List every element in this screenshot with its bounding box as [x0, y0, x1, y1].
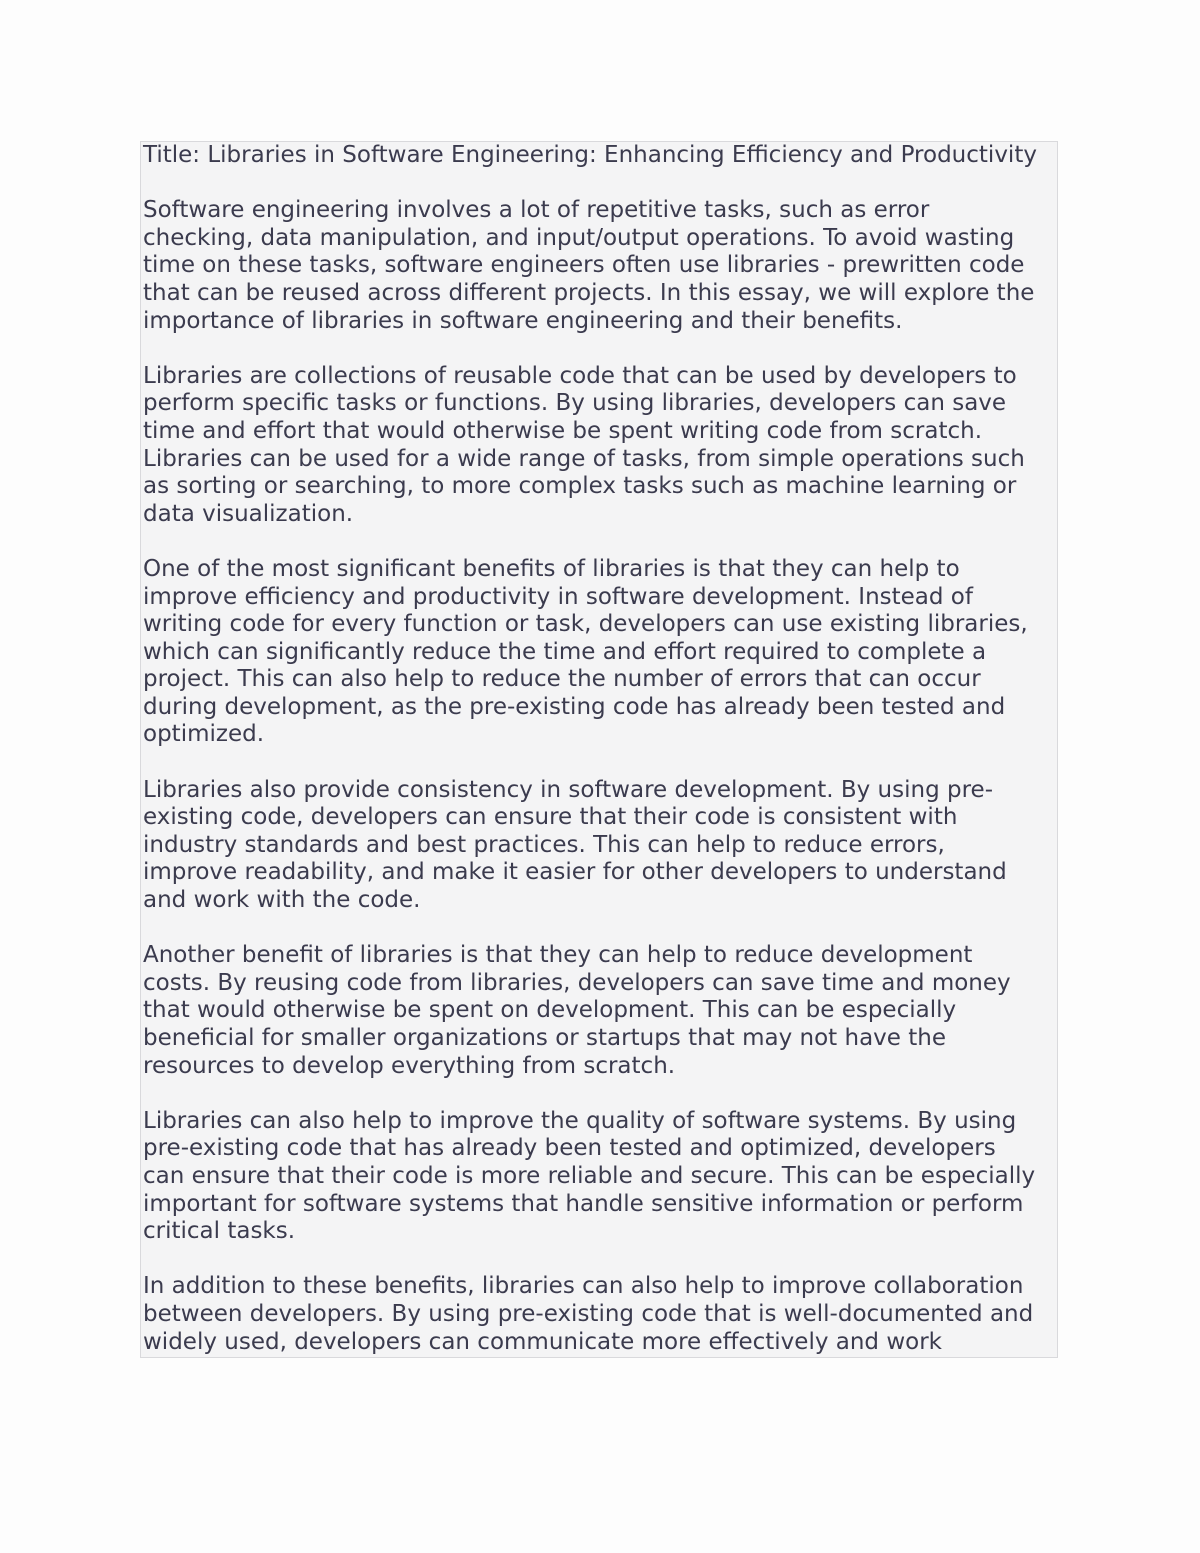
paragraph-line: perform specific tasks or functions. By using libraries, developers can save: [143, 390, 1007, 417]
paragraph-2: [143, 363, 1057, 529]
paragraph-line: One of the most significant benefits of libraries is that they can help to: [143, 555, 960, 582]
paragraph-line: Software engineering involves a lot of repetitive tasks, such as error: [143, 197, 930, 224]
paragraph-line: improve efficiency and productivity in software development. Instead of: [143, 583, 973, 610]
paragraph-7: [143, 1273, 1057, 1356]
paragraph-line: Libraries are collections of reusable code that can be used by developers to: [143, 362, 1017, 389]
paragraph-6: [143, 1108, 1057, 1246]
paragraph-line: and work with the code.: [143, 887, 421, 914]
paragraph-gap: [143, 1080, 1057, 1108]
paragraph-line: that can be reused across different projects. In this essay, we will explore the: [143, 279, 1035, 306]
paragraph-line: as sorting or searching, to more complex tasks such as machine learning or: [143, 473, 1017, 500]
paragraph-gap: [143, 749, 1057, 777]
paragraph-line: improve readability, and make it easier for other developers to understand: [143, 859, 1007, 886]
paragraph-line: beneficial for smaller organizations or startups that may not have the: [143, 1025, 947, 1051]
paragraph-line: checking, data manipulation, and input/output operations. To avoid wasting: [143, 224, 1015, 251]
paragraph-line: Libraries can also help to improve the quality of software systems. By using: [143, 1107, 1017, 1134]
paragraph-gap: [143, 528, 1057, 556]
paragraph-line: which can significantly reduce the time and effort required to complete a: [143, 638, 987, 665]
paragraph-line: Libraries also provide consistency in software development. By using pre-: [143, 776, 993, 803]
paragraph-line: important for software systems that handle sensitive information or perform: [143, 1190, 1024, 1217]
paragraph-5: [143, 942, 1057, 1080]
paragraph-4: [143, 777, 1057, 915]
paragraph-line: data visualization.: [143, 500, 354, 527]
paragraph-line: Libraries can be used for a wide range of tasks, from simple operations such: [143, 445, 1025, 472]
essay-title: Title: Libraries in Software Engineering: Enhancing Efficiency and Productivity: [143, 142, 1037, 168]
paragraph-line: that would otherwise be spent on development. This can be especially: [143, 997, 957, 1024]
paragraph-line: Another benefit of libraries is that they can help to reduce development: [143, 942, 973, 969]
paragraph-line: time on these tasks, software engineers often use libraries - prewritten code: [143, 252, 1025, 279]
paragraph-line: importance of libraries in software engineering and their benefits.: [143, 307, 903, 334]
paragraph-gap: [143, 915, 1057, 943]
paragraph-line: can ensure that their code is more reliable and secure. This can be especially: [143, 1162, 1036, 1189]
paragraph-1: [143, 197, 1057, 335]
paragraph-line: critical tasks.: [143, 1218, 296, 1245]
paragraph-gap: [143, 1246, 1057, 1274]
paragraph-line: time and effort that would otherwise be spent writing code from scratch.: [143, 417, 983, 444]
paragraph-line: resources to develop everything from scratch.: [143, 1052, 676, 1079]
paragraph-gap: [143, 170, 1057, 198]
paragraph-line: costs. By reusing code from libraries, developers can save time and money: [143, 969, 1011, 996]
paragraph-line: industry standards and best practices. This can help to reduce errors,: [143, 831, 945, 858]
paragraph-line: writing code for every function or task, developers can use existing libraries,: [143, 611, 1028, 638]
paragraph-line: between developers. By using pre-existing code that is well-documented and: [143, 1300, 1034, 1327]
essay-text-box: [140, 141, 1058, 1358]
paragraph-line: optimized.: [143, 721, 265, 748]
paragraph-line: widely used, developers can communicate more effectively and work: [143, 1328, 942, 1355]
paragraph-3: [143, 556, 1057, 749]
paragraph-gap: [143, 335, 1057, 363]
paragraph-line: existing code, developers can ensure that their code is consistent with: [143, 804, 958, 831]
paragraph-line: pre-existing code that has already been tested and optimized, developers: [143, 1135, 996, 1162]
paragraph-line: project. This can also help to reduce the number of errors that can occur: [143, 666, 981, 693]
paragraph-line: In addition to these benefits, libraries can also help to improve collaboration: [143, 1273, 1024, 1300]
paragraph-line: during development, as the pre-existing code has already been tested and: [143, 693, 1006, 720]
